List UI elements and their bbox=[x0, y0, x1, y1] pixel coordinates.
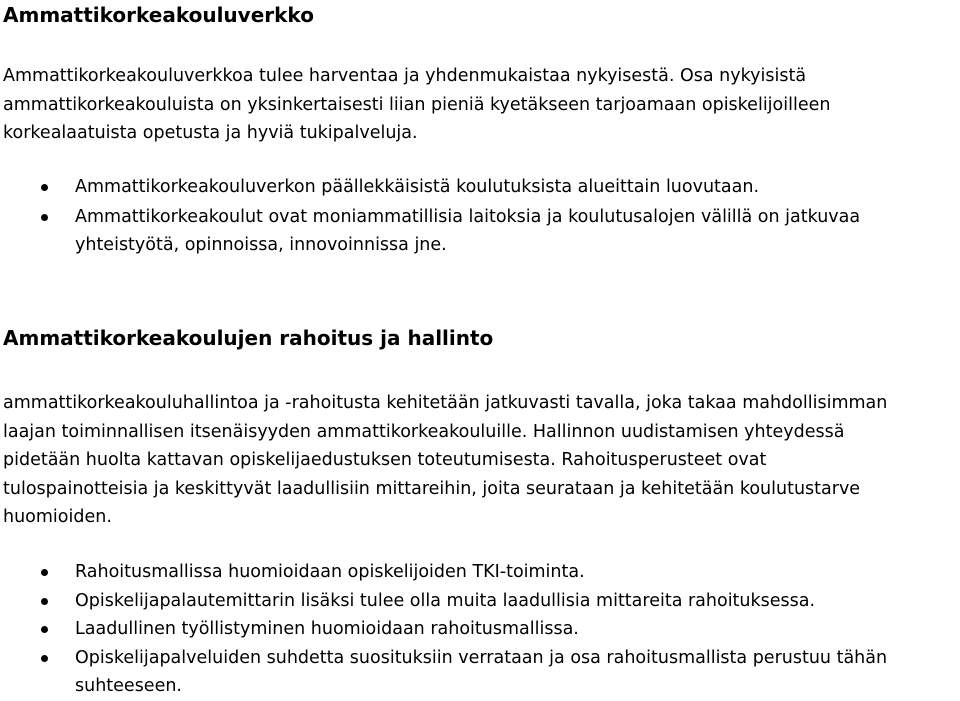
paragraph-line: tulospainotteisia ja keskittyvät laadullisiin mittareihin, joita seurataan ja kehitetään koulutustarve bbox=[3, 478, 861, 499]
bullet-text: yhteistyötä, opinnoissa, innovoinnissa jne. bbox=[75, 235, 447, 255]
bullet-text: Opiskelijapalveluiden suhdetta suosituksiin verrataan ja osa rahoitusmallista perustuu tähän bbox=[75, 647, 888, 668]
bullet-icon bbox=[41, 598, 48, 605]
section2-heading: Ammattikorkeakoulujen rahoitus ja hallinto bbox=[3, 326, 494, 350]
bullet-item bbox=[0, 615, 887, 644]
paragraph-line: korkealaatuista opetusta ja hyviä tukipalveluja. bbox=[3, 123, 418, 143]
section1-paragraph bbox=[3, 62, 958, 148]
paragraph-line: pidetään huolta kattavan opiskelijaedustuksen toteutumisesta. Rahoitusperusteet ovat bbox=[3, 450, 767, 470]
bullet-item bbox=[0, 587, 887, 616]
paragraph-line: laajan toiminnallisen itsenäisyyden ammattikorkeakouluille. Hallinnon uudistamisen yhteydessä bbox=[3, 421, 845, 442]
bullet-text: Rahoitusmallissa huomioidaan opiskelijoiden TKI-toiminta. bbox=[75, 562, 585, 582]
bullet-text: Laadullinen työllistyminen huomioidaan rahoitusmallissa. bbox=[75, 619, 579, 639]
section2-bullet-list bbox=[0, 558, 887, 701]
bullet-icon bbox=[41, 214, 48, 221]
section1-bullet-list bbox=[0, 173, 860, 260]
section1-heading: Ammattikorkeakouluverkko bbox=[3, 3, 314, 27]
bullet-text: Opiskelijapalautemittarin lisäksi tulee olla muita laadullisia mittareita rahoituksessa. bbox=[75, 590, 816, 611]
paragraph-line: huomioiden. bbox=[3, 507, 112, 527]
bullet-item bbox=[0, 644, 887, 701]
bullet-item bbox=[0, 203, 860, 260]
bullet-icon bbox=[41, 569, 48, 576]
bullet-item bbox=[0, 173, 860, 202]
paragraph-line: Ammattikorkeakouluverkkoa tulee harventaa ja yhdenmukaistaa nykyisestä. Osa nykyisistä bbox=[3, 66, 807, 86]
bullet-icon bbox=[41, 655, 48, 662]
bullet-item bbox=[0, 558, 887, 587]
bullet-icon bbox=[41, 184, 48, 191]
paragraph-line: ammattikorkeakouluista on yksinkertaisesti liian pieniä kyetäkseen tarjoamaan opiskelijoilleen bbox=[3, 94, 831, 115]
paragraph-line: ammattikorkeakouluhallintoa ja -rahoitusta kehitetään jatkuvasti tavalla, joka takaa mahdollisimman bbox=[3, 393, 888, 413]
bullet-icon bbox=[41, 626, 48, 633]
bullet-text: suhteeseen. bbox=[75, 676, 182, 696]
section2-paragraph bbox=[3, 389, 958, 532]
bullet-text: Ammattikorkeakoulut ovat moniammatillisia laitoksia ja koulutusalojen välillä on jatkuvaa bbox=[75, 206, 861, 227]
bullet-text: Ammattikorkeakouluverkon päällekkäisistä koulutuksista alueittain luovutaan. bbox=[75, 177, 760, 197]
